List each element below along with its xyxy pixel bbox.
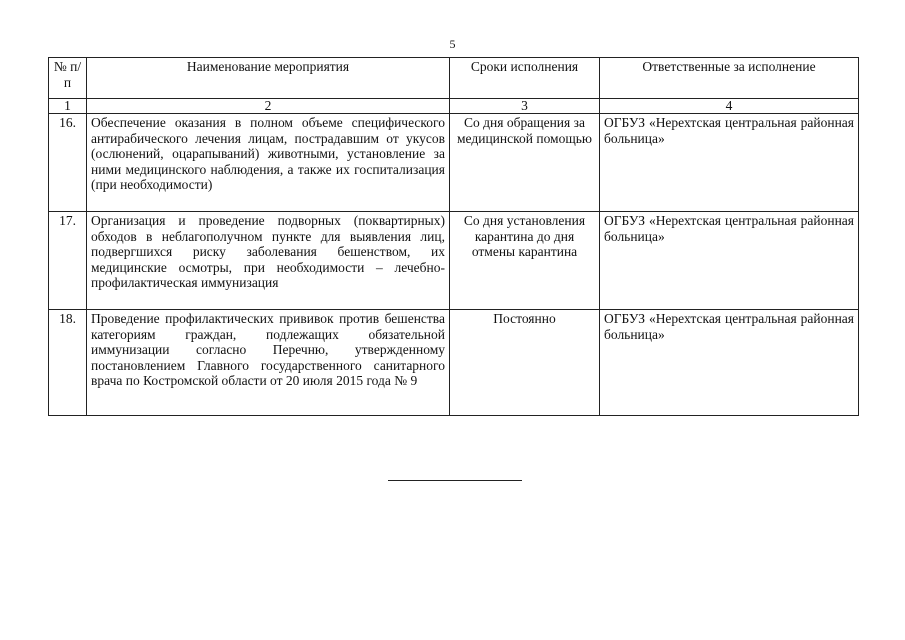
column-number: 3 xyxy=(450,99,600,114)
row-number: 16. xyxy=(49,114,87,212)
row-number: 17. xyxy=(49,212,87,310)
column-number: 4 xyxy=(600,99,859,114)
end-of-document-rule xyxy=(388,480,522,481)
table-header-row xyxy=(49,58,859,99)
measure-name: Проведение профилактических прививок против бешенства категориям граждан, подлежащих обязательной иммунизации согласно Перечню, утвержденному постановлением Главного государственного санитарного врача по Костромской области от 20 июля 2015 года № 9 xyxy=(87,310,450,416)
responsible: ОГБУЗ «Нерехтская центральная районная больница» xyxy=(600,212,859,310)
header-deadline: Сроки исполнения xyxy=(450,58,600,99)
header-responsible: Ответственные за исполнение xyxy=(600,58,859,99)
table-row xyxy=(49,212,859,310)
responsible: ОГБУЗ «Нерехтская центральная районная больница» xyxy=(600,310,859,416)
deadline: Со дня обращения за медицинской помощью xyxy=(450,114,600,212)
measure-name: Организация и проведение подворных (поквартирных) обходов в неблагополучном пункте для выявления лиц, подвергшихся риску заболевания бешенством, их медицинские осмотры, при необходимости – лечебно-профилактическая иммунизация xyxy=(87,212,450,310)
measures-table xyxy=(48,57,859,416)
column-numbers-row xyxy=(49,99,859,114)
deadline: Постоянно xyxy=(450,310,600,416)
page-number: 5 xyxy=(449,37,456,51)
column-number: 1 xyxy=(49,99,87,114)
row-number: 18. xyxy=(49,310,87,416)
deadline: Со дня установления карантина до дня отмены карантина xyxy=(450,212,600,310)
measure-name: Обеспечение оказания в полном объеме специфического антирабического лечения лицам, пострадавшим от укусов (ослюнений, оцарапываний) животными, установление за ними медицинского наблюдения, а также их госпитализация (при необходимости) xyxy=(87,114,450,212)
header-measure-name: Наименование мероприятия xyxy=(87,58,450,99)
column-number: 2 xyxy=(87,99,450,114)
table-row xyxy=(49,114,859,212)
responsible: ОГБУЗ «Нерехтская центральная районная больница» xyxy=(600,114,859,212)
header-number: № п/п xyxy=(49,58,87,99)
table-row xyxy=(49,310,859,416)
